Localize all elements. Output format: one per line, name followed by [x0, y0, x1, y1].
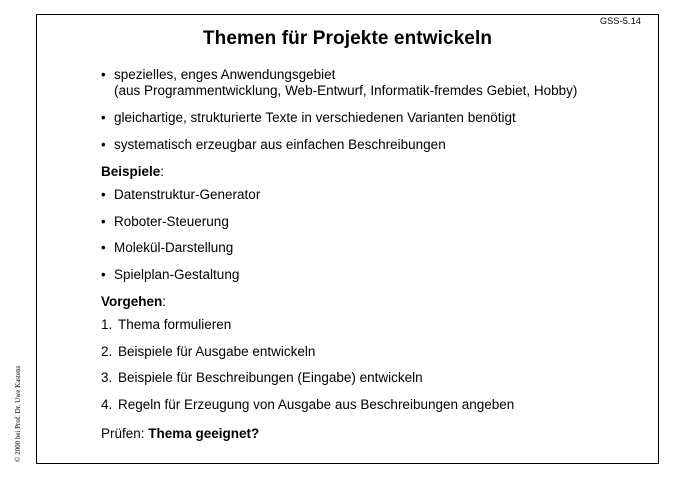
examples-heading-colon: : — [160, 164, 165, 179]
bullet-dot: • — [101, 110, 106, 125]
step-number: 3. — [101, 370, 113, 385]
slide-id: GSS-5.14 — [600, 16, 642, 26]
step-text: Thema formulieren — [118, 317, 232, 332]
examples-heading — [101, 164, 164, 180]
bullet-dot: • — [101, 67, 106, 82]
step-text: Beispiele für Ausgabe entwickeln — [118, 344, 316, 359]
procedure-heading-label: Vorgehen — [101, 294, 163, 309]
example-item: Molekül-Darstellung — [114, 240, 234, 255]
procedure-heading-colon: : — [162, 294, 167, 309]
step-text: Regeln für Erzeugung von Ausgabe aus Beschreibungen angeben — [118, 397, 515, 412]
check-label: Prüfen: — [101, 426, 149, 441]
copyright-note: © 2000 bei Prof. Dr. Uwe Kastens — [14, 365, 22, 462]
step-text: Beispiele für Beschreibungen (Eingabe) entwickeln — [118, 370, 423, 385]
bullet-dot: • — [101, 137, 106, 152]
step-number: 4. — [101, 397, 113, 412]
procedure-heading — [101, 294, 166, 310]
slide-title: Themen für Projekte entwickeln — [202, 28, 493, 49]
bullet-text-1: spezielles, enges Anwendungsgebiet — [114, 67, 336, 82]
example-item: Datenstruktur-Generator — [114, 187, 261, 202]
bullet-text-2: gleichartige, strukturierte Texte in verschiedenen Varianten benötigt — [114, 110, 516, 125]
step-number: 2. — [101, 344, 113, 359]
bullet-text-1-continued: (aus Programmentwicklung, Web-Entwurf, Informatik-fremdes Gebiet, Hobby) — [114, 83, 578, 98]
examples-heading-label: Beispiele — [101, 164, 161, 179]
bullet-dot: • — [101, 187, 106, 202]
step-number: 1. — [101, 317, 113, 332]
bullet-dot: • — [101, 267, 106, 282]
example-item: Roboter-Steuerung — [114, 214, 229, 229]
bullet-dot: • — [101, 214, 106, 229]
bullet-text-3: systematisch erzeugbar aus einfachen Beschreibungen — [114, 137, 446, 152]
check-question: Thema geeignet? — [148, 426, 260, 441]
example-item: Spielplan-Gestaltung — [114, 267, 240, 282]
bullet-dot: • — [101, 240, 106, 255]
check-line — [101, 426, 259, 442]
